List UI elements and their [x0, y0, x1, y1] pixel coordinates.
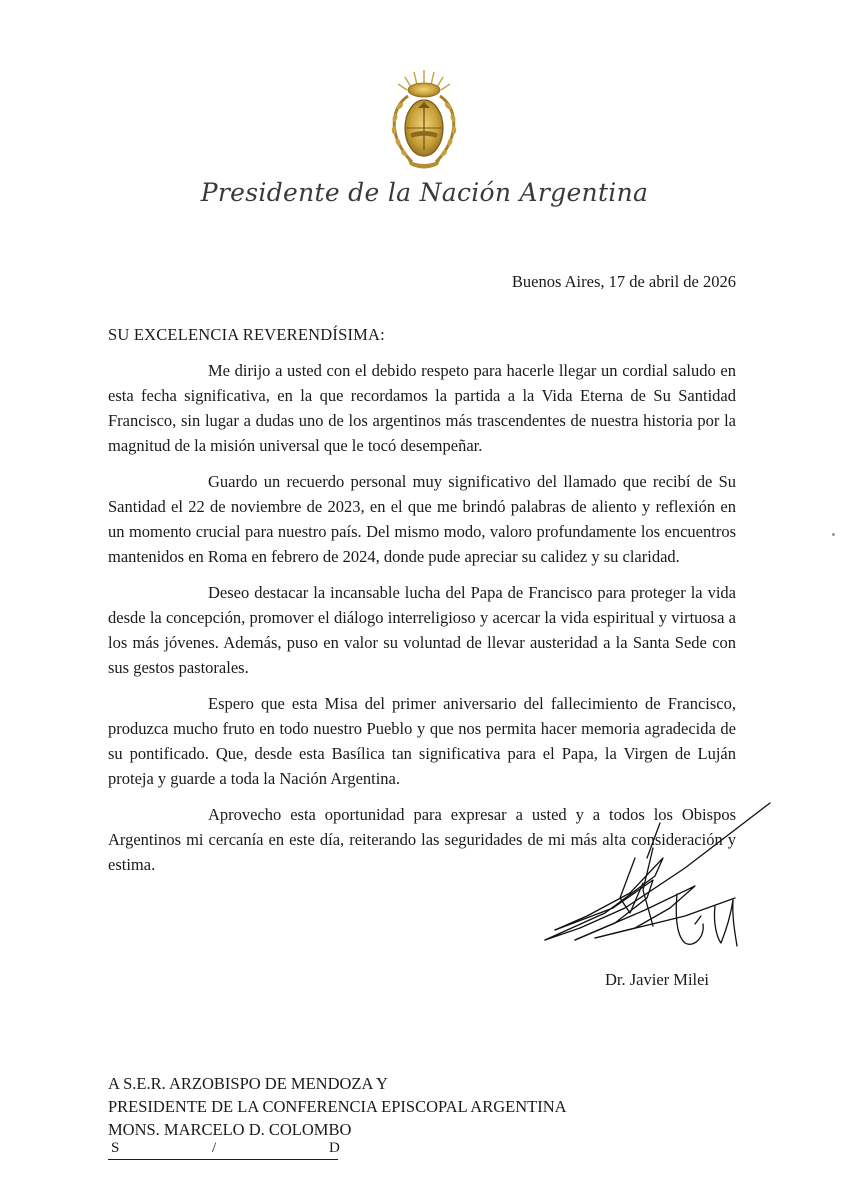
body-paragraph: Deseo destacar la incansable lucha del Papa de Francisco para proteger la vida desde la concepción, promover el diálogo interreligioso y acercar la vida espiritual y virtuosa a los más jóvenes. Además, puso en valor su voluntad de llevar austeridad a la Santa Sede con sus gestos pastorales. [108, 583, 736, 677]
body-paragraph: Guardo un recuerdo personal muy significativo del llamado que recibí de Su Santidad el 22 de noviembre de 2023, en el que me brindó palabras de aliento y reflexión en un momento crucial para nuestro país. Del mismo modo, valoro profundamente los encuentros mantenidos en Roma en febrero de 2024, donde pude apreciar su calidez y su claridad. [108, 472, 736, 566]
sd-d: D [329, 1140, 340, 1156]
salutation: SU EXCELENCIA REVERENDÍSIMA: [108, 325, 385, 344]
body-paragraph: Me dirijo a usted con el debido respeto para hacerle llegar un cordial saludo en esta fecha significativa, en la que recordamos la partida a la Vida Eterna de Su Santidad Francisco, sin lugar a dudas uno de los argentinos más trascendentes de nuestra historia por la magnitud de la misión universal que le tocó desempeñar. [108, 361, 736, 455]
addressee-line: PRESIDENTE DE LA CONFERENCIA EPISCOPAL ARGENTINA [108, 1097, 567, 1116]
sd-s: S [111, 1140, 120, 1156]
paper-speck [832, 533, 835, 536]
sd-slash: / [212, 1140, 217, 1156]
signature-icon [535, 798, 775, 958]
body-paragraph: Aprovecho esta oportunidad para expresar a usted y a todos los Obispos Argentinos mi cercanía en este día, reiterando las seguridades de mi más alta consideración y estima. [108, 805, 736, 874]
addressee-line: MONS. MARCELO D. COLOMBO [108, 1120, 352, 1139]
signer-name: Dr. Javier Milei [605, 970, 710, 989]
addressee-line: A S.E.R. ARZOBISPO DE MENDOZA Y [108, 1074, 388, 1093]
coat-of-arms-icon [378, 68, 470, 172]
letterhead-title: Presidente de la Nación Argentina [200, 178, 649, 207]
sd-line [108, 1140, 338, 1160]
addressee-block [108, 1072, 567, 1141]
letter-date: Buenos Aires, 17 de abril de 2026 [511, 272, 736, 291]
body-paragraph: Espero que esta Misa del primer aniversario del fallecimiento de Francisco, produzca mucho fruto en todo nuestro Pueblo y que nos permita hacer memoria agradecida de su pontificado. Que, desde esta Basílica tan significativa para el Papa, la Virgen de Luján proteja y guarde a toda la Nación Argentina. [108, 694, 736, 788]
